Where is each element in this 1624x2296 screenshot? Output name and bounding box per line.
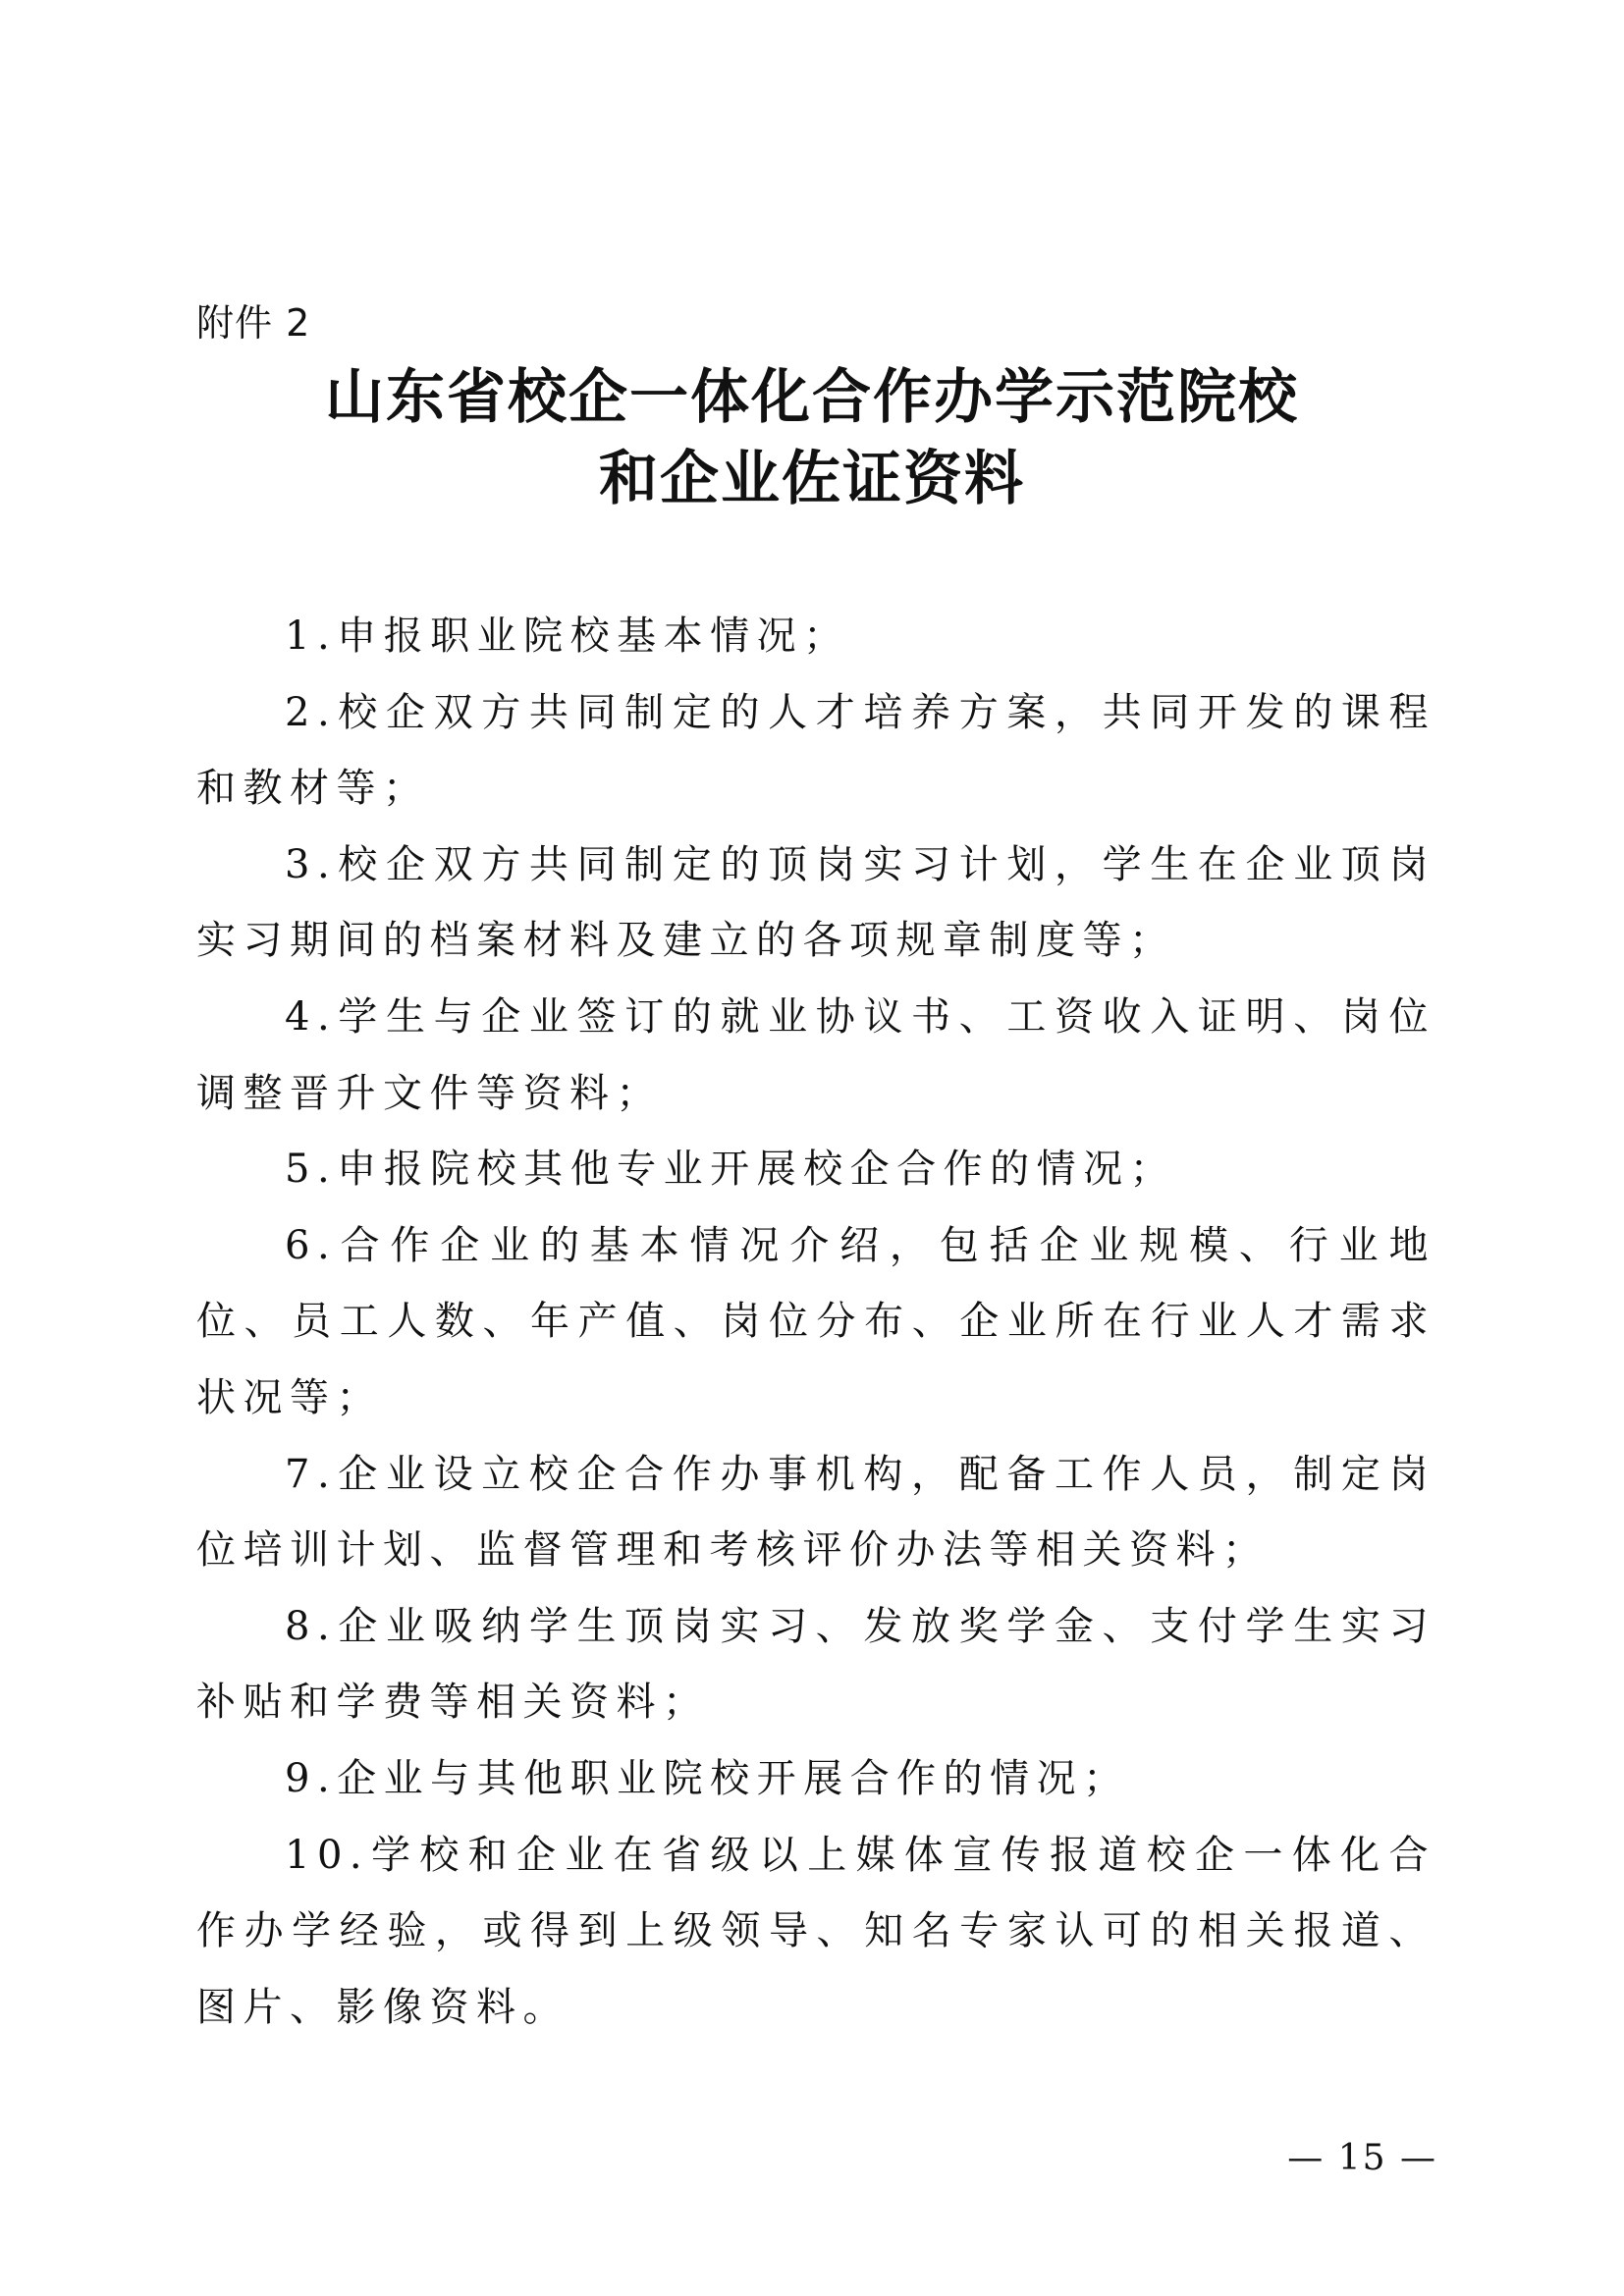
list-item: 5.申报院校其他专业开展校企合作的情况； [285, 1147, 1177, 1193]
list-item: 8.企业吸纳学生顶岗实习、发放奖学金、支付学生实习补贴和学费等相关资料； [196, 1603, 1435, 1726]
list-item: 3.校企双方共同制定的顶岗实习计划，学生在企业顶岗实习期间的档案材料及建立的各项规章制度等； [196, 841, 1435, 964]
list-item: 10.学校和企业在省级以上媒体宣传报道校企一体化合作办学经验，或得到上级领导、知名专家认可的相关报道、图片、影像资料。 [196, 1832, 1435, 2030]
page-number: — 15 — [1287, 2138, 1437, 2178]
list-item: 6.合作企业的基本情况介绍，包括企业规模、行业地位、员工人数、年产值、岗位分布、企业所在行业人才需求状况等； [196, 1222, 1435, 1420]
list-item: 9.企业与其他职业院校开展合作的情况； [285, 1755, 1130, 1801]
document-title-line-2: 和企业佐证资料 [599, 445, 1025, 513]
list-item: 1.申报职业院校基本情况； [285, 614, 850, 659]
document-body [196, 599, 1435, 2046]
document-title-line-1: 山东省校企一体化合作办学示范院校 [325, 363, 1299, 432]
list-item: 4.学生与企业签订的就业协议书、工资收入证明、岗位调整晋升文件等资料； [196, 993, 1435, 1116]
list-item: 7.企业设立校企合作办事机构，配备工作人员，制定岗位培训计划、监督管理和考核评价办法等相关资料； [196, 1451, 1435, 1574]
list-item: 2.校企双方共同制定的人才培养方案，共同开发的课程和教材等； [196, 689, 1435, 812]
attachment-label: 附件 2 [196, 301, 311, 345]
